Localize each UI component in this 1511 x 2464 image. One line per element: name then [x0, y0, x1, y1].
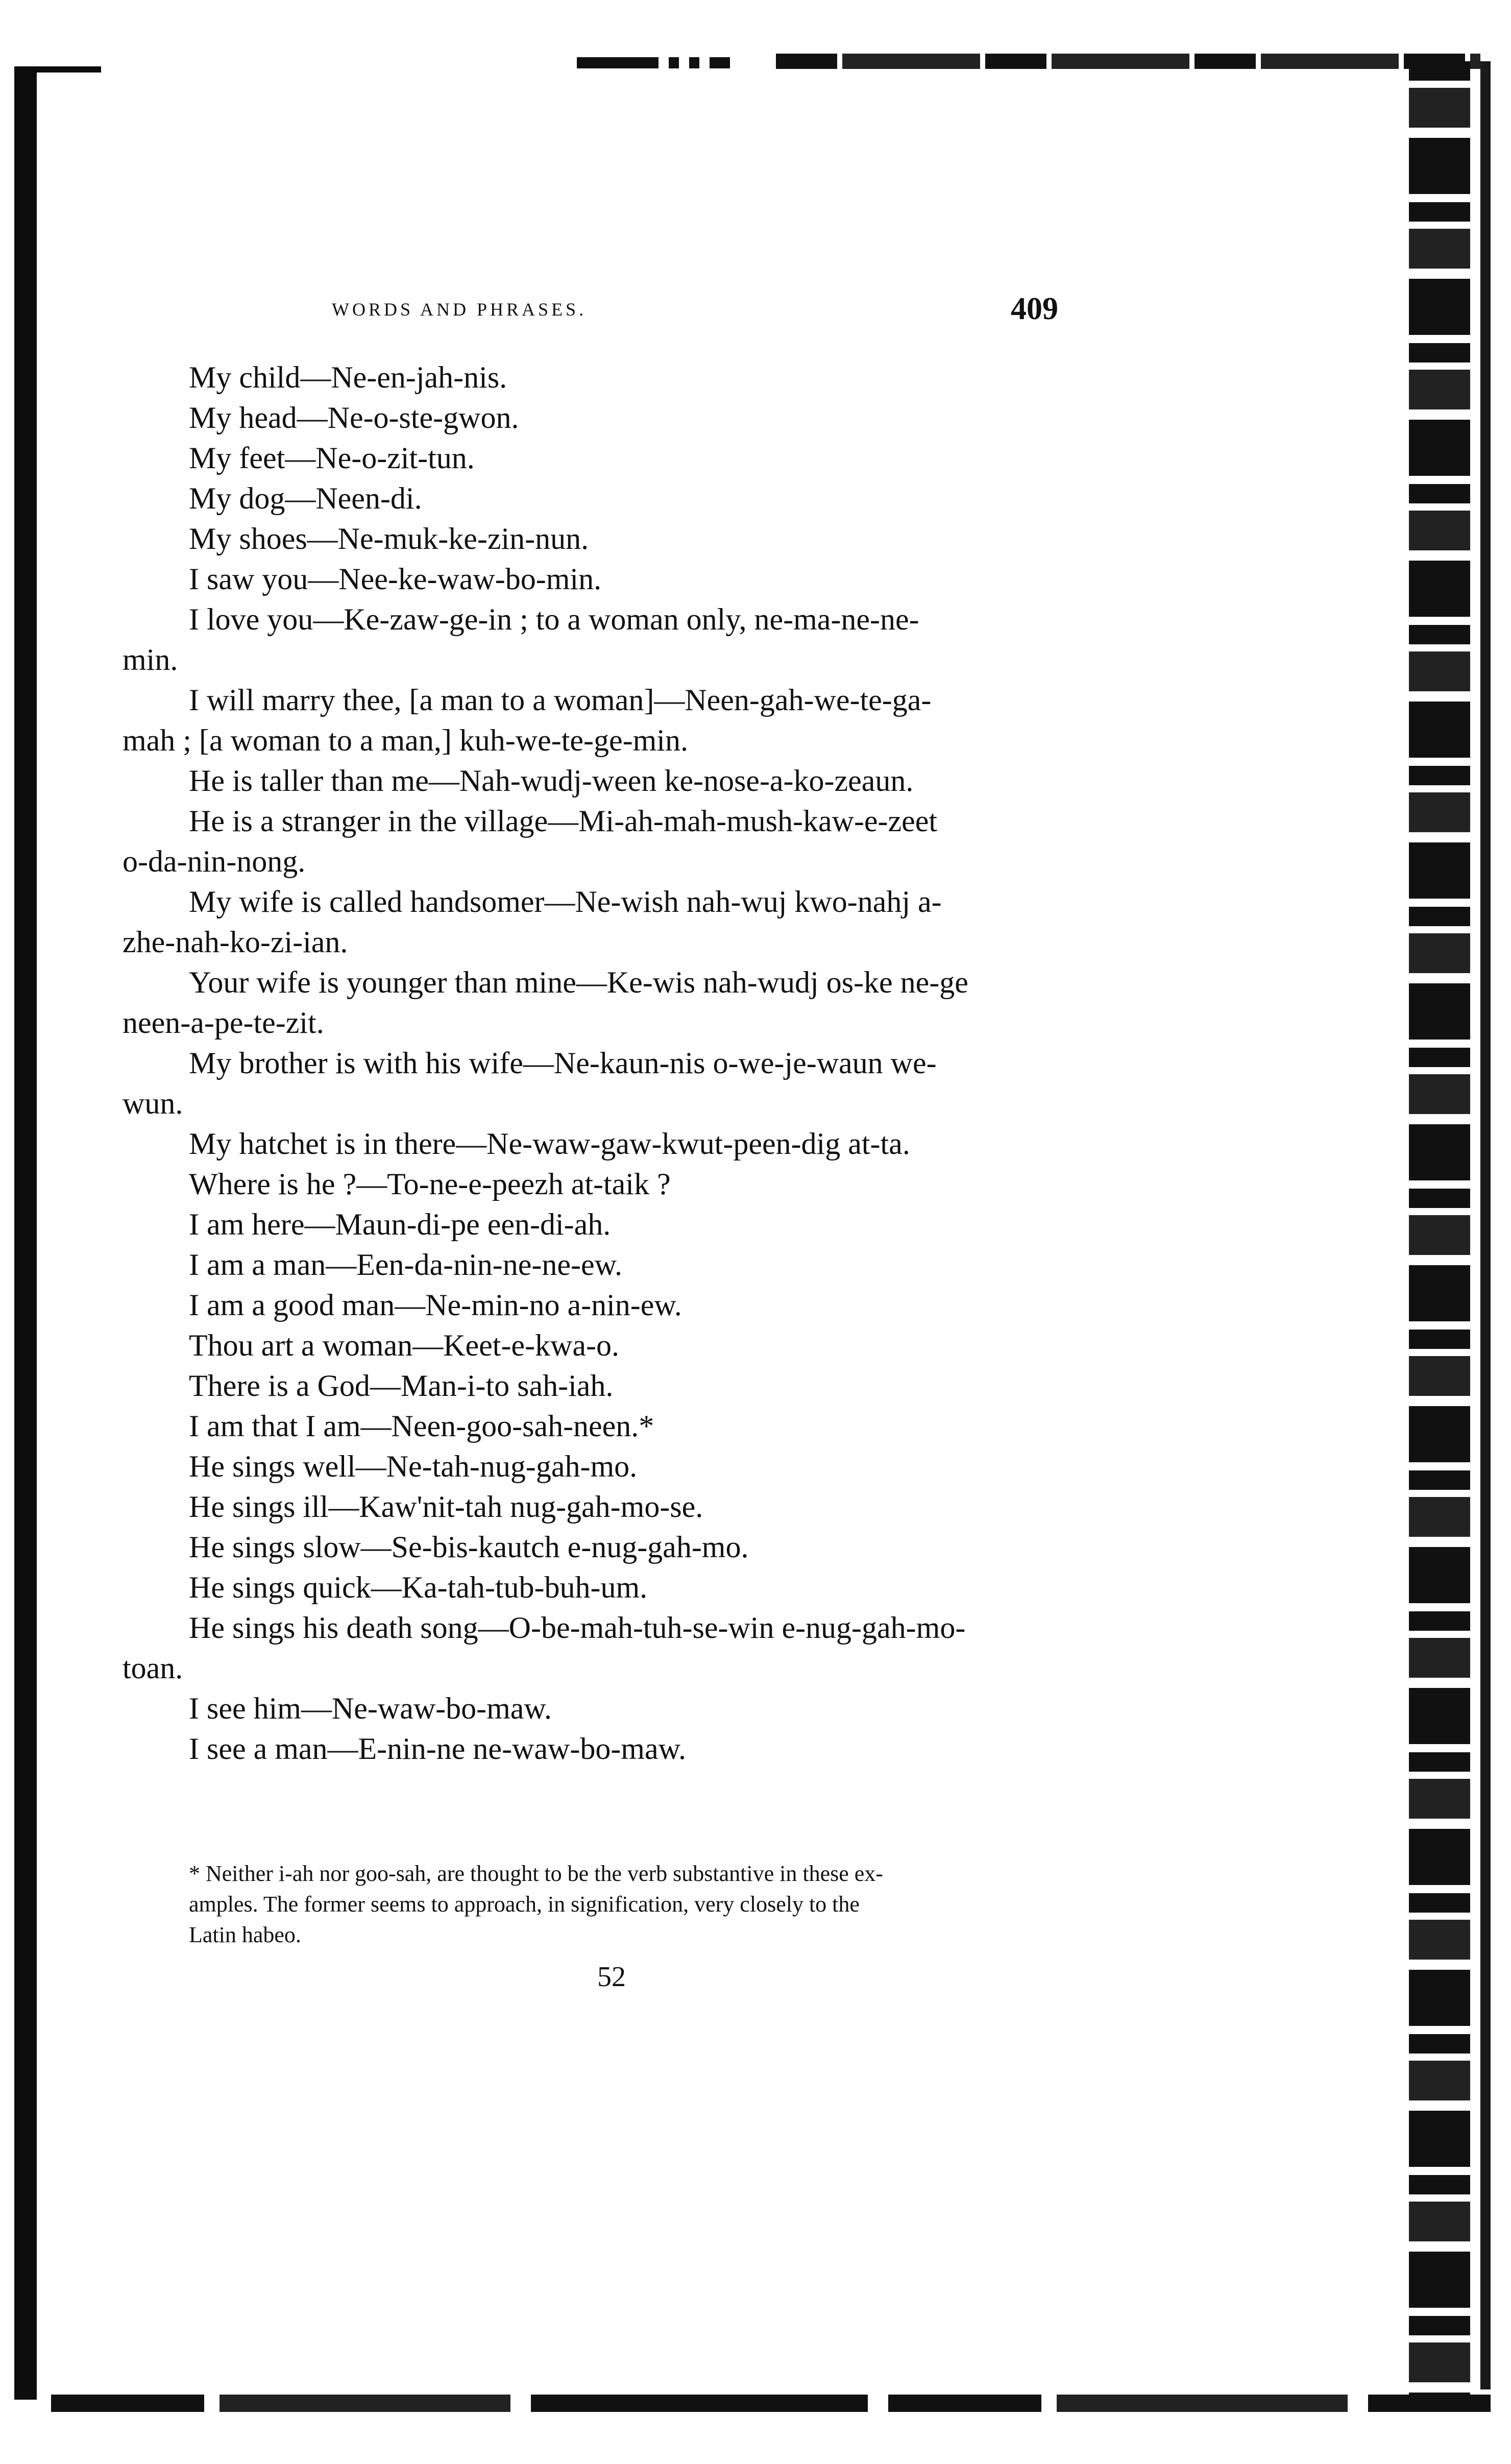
footnote-line: Latin habeo.: [189, 1922, 301, 1947]
phrase-entry: [189, 1446, 1067, 1487]
phrase-line: He is a stranger in the village—Mi-ah-mah-mush-kaw-e-zeet: [189, 804, 938, 838]
phrase-line: My wife is called handsomer—Ne-wish nah-wuj kwo-nahj a-: [189, 885, 942, 919]
phrase-line: I love you—Ke-zaw-ge-in ; to a woman only, ne-ma-ne-ne-: [189, 602, 919, 636]
phrase-line: neen-a-pe-te-zit.: [123, 1006, 324, 1040]
phrase-entry: [189, 438, 1067, 478]
phrase-line: My shoes—Ne-muk-ke-zin-nun.: [189, 522, 589, 555]
phrase-line: I see him—Ne-waw-bo-maw.: [189, 1692, 552, 1725]
phrase-entry: [123, 962, 1067, 1043]
phrase-line: He sings well—Ne-tah-nug-gah-mo.: [189, 1450, 638, 1483]
phrase-line: Where is he ?—To-ne-e-peezh at-taik ?: [189, 1167, 671, 1201]
phrase-line: My head—Ne-o-ste-gwon.: [189, 401, 519, 434]
phrase-line: wun.: [123, 1086, 183, 1120]
phrase-line: o-da-nin-nong.: [123, 844, 306, 878]
phrase-line: There is a God—Man-i-to sah-iah.: [189, 1369, 614, 1403]
phrase-entry: [123, 882, 1067, 962]
phrase-line: He sings ill—Kaw'nit-tah nug-gah-mo-se.: [189, 1490, 703, 1524]
phrase-line: I will marry thee, [a man to a woman]—Neen-gah-we-te-ga-: [189, 683, 932, 717]
signature-mark: 52: [597, 1961, 626, 1993]
phrase-entry: [123, 1608, 1067, 1688]
phrase-entry: [189, 559, 1067, 599]
phrase-entry: [123, 1043, 1067, 1124]
running-title: WORDS AND PHRASES.: [332, 299, 587, 320]
phrase-entry: [189, 519, 1067, 559]
footnote-line: amples. The former seems to approach, in signification, very closely to the: [189, 1892, 860, 1917]
phrase-line: My dog—Neen-di.: [189, 481, 422, 515]
footnote: [189, 1858, 1067, 1950]
top-scan-marks: [577, 57, 730, 68]
phrase-entry: [189, 398, 1067, 438]
right-scan-border: [1480, 61, 1491, 2389]
footnote-line: * Neither i-ah nor goo-sah, are thought to be the verb substantive in these ex-: [189, 1861, 883, 1886]
phrase-line: Thou art a woman—Keet-e-kwa-o.: [189, 1328, 619, 1362]
phrase-line: My feet—Ne-o-zit-tun.: [189, 441, 475, 475]
phrase-entry: [189, 1204, 1067, 1245]
phrase-entry: [189, 1164, 1067, 1204]
phrase-entry: [189, 1688, 1067, 1729]
phrase-line: I see a man—E-nin-ne ne-waw-bo-maw.: [189, 1732, 687, 1766]
phrase-line: He sings quick—Ka-tah-tub-buh-um.: [189, 1571, 648, 1604]
phrase-line: I saw you—Nee-ke-waw-bo-min.: [189, 562, 602, 596]
right-scan-edge: [1409, 61, 1470, 2410]
phrase-line: I am a good man—Ne-min-no a-nin-ew.: [189, 1288, 682, 1322]
page-number: 409: [1011, 292, 1058, 326]
phrase-entry: [189, 1245, 1067, 1285]
left-binding-edge: [14, 71, 37, 2400]
phrase-line: My hatchet is in there—Ne-waw-gaw-kwut-peen-dig at-ta.: [189, 1127, 910, 1161]
phrase-entry: [123, 599, 1067, 680]
phrase-line: mah ; [a woman to a man,] kuh-we-te-ge-min.: [123, 723, 688, 757]
phrase-entry: [189, 1406, 1067, 1446]
phrase-entry: [189, 1285, 1067, 1325]
phrase-line: He sings slow—Se-bis-kautch e-nug-gah-mo.: [189, 1530, 749, 1564]
phrase-line: I am here—Maun-di-pe een-di-ah.: [189, 1207, 611, 1241]
phrase-entry: [189, 761, 1067, 801]
phrase-line: My child—Ne-en-jah-nis.: [189, 360, 507, 394]
phrase-entry: [189, 357, 1067, 398]
phrase-entry: [189, 1487, 1067, 1527]
phrase-entry: [189, 1567, 1067, 1608]
phrase-entry: [189, 1729, 1067, 1769]
phrase-line: toan.: [123, 1651, 183, 1685]
phrase-entry: [189, 1325, 1067, 1366]
bottom-scan-edge: [51, 2395, 1491, 2412]
phrase-line: My brother is with his wife—Ne-kaun-nis o-we-je-waun we-: [189, 1046, 937, 1080]
phrase-entry: [189, 1366, 1067, 1406]
phrase-entry: [189, 1124, 1067, 1164]
phrase-entry: [189, 1527, 1067, 1567]
phrase-entry: [123, 801, 1067, 882]
phrase-line: He is taller than me—Nah-wudj-ween ke-nose-a-ko-zeaun.: [189, 764, 914, 798]
phrase-line: He sings his death song—O-be-mah-tuh-se-win e-nug-gah-mo-: [189, 1611, 966, 1645]
phrase-list: [123, 357, 1067, 1769]
top-scan-edge: [776, 54, 1480, 69]
phrase-entry: [189, 478, 1067, 519]
phrase-line: I am a man—Een-da-nin-ne-ne-ew.: [189, 1248, 623, 1282]
phrase-line: zhe-nah-ko-zi-ian.: [123, 925, 348, 959]
phrase-line: min.: [123, 643, 178, 677]
left-binding-tick: [14, 66, 101, 73]
phrase-line: Your wife is younger than mine—Ke-wis nah-wudj os-ke ne-ge: [189, 965, 968, 999]
phrase-entry: [123, 680, 1067, 761]
phrase-line: I am that I am—Neen-goo-sah-neen.*: [189, 1409, 654, 1443]
